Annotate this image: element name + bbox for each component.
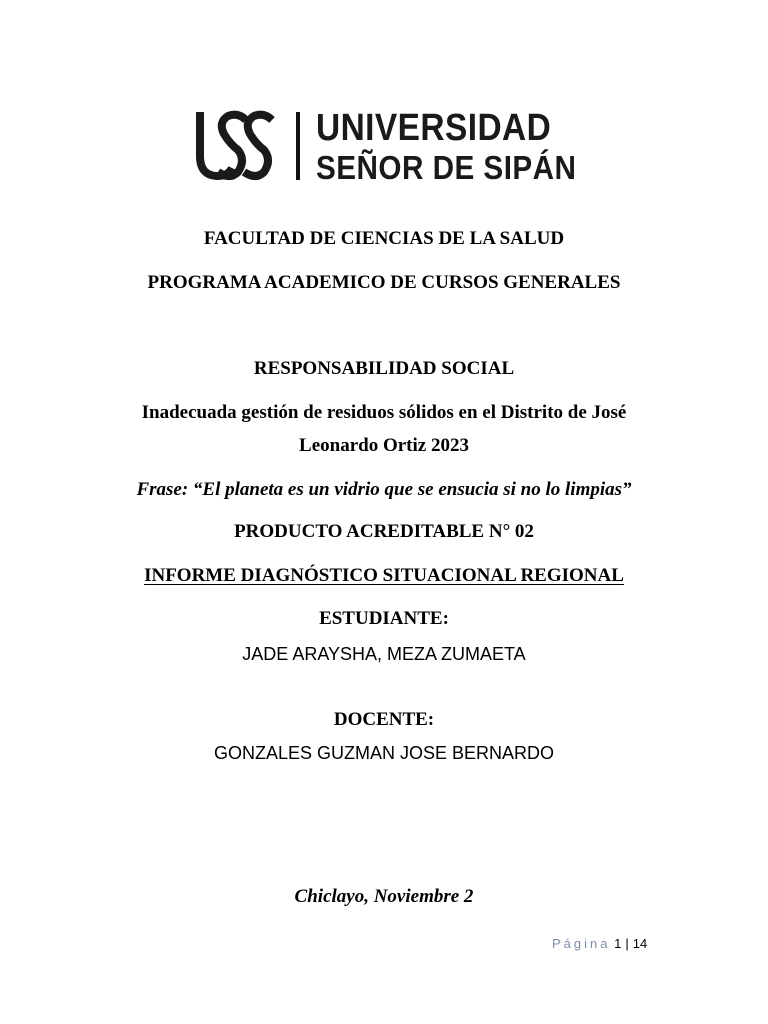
faculty-heading: FACULTAD DE CIENCIAS DE LA SALUD: [203, 228, 565, 249]
report-title: INFORME DIAGNÓSTICO SITUACIONAL REGIONAL: [144, 565, 624, 586]
logo-divider: [296, 112, 300, 180]
university-logo-wordmark: [316, 108, 605, 186]
logo-line-2: SEÑOR DE SIPÁN: [316, 149, 577, 186]
product-title: PRODUCTO ACREDITABLE N° 02: [234, 521, 534, 542]
logo-line-1: UNIVERSIDAD: [316, 107, 552, 149]
phrase-line: Frase: “El planeta es un vidrio que se ensucia si no lo limpias”: [136, 479, 632, 500]
university-logo-monogram: [194, 110, 276, 182]
page-label: Página: [552, 936, 611, 951]
topic-line-1: Inadecuada gestión de residuos sólidos en el Distrito de José: [141, 402, 627, 423]
teacher-label: DOCENTE:: [333, 709, 435, 730]
course-title: RESPONSABILIDAD SOCIAL: [253, 358, 515, 379]
student-label: ESTUDIANTE:: [319, 608, 449, 629]
page-number: 1: [614, 936, 622, 951]
teacher-name: GONZALES GUZMAN JOSE BERNARDO: [213, 743, 555, 763]
page-total: 14: [632, 936, 648, 951]
place-date: Chiclayo, Noviembre 2: [294, 886, 474, 907]
topic-line-2: Leonardo Ortiz 2023: [299, 435, 469, 456]
page-footer: [552, 936, 647, 951]
student-name: JADE ARAYSHA, MEZA ZUMAETA: [242, 644, 526, 664]
program-heading: PROGRAMA ACADEMICO DE CURSOS GENERALES: [147, 272, 621, 293]
page-separator: |: [625, 936, 629, 951]
